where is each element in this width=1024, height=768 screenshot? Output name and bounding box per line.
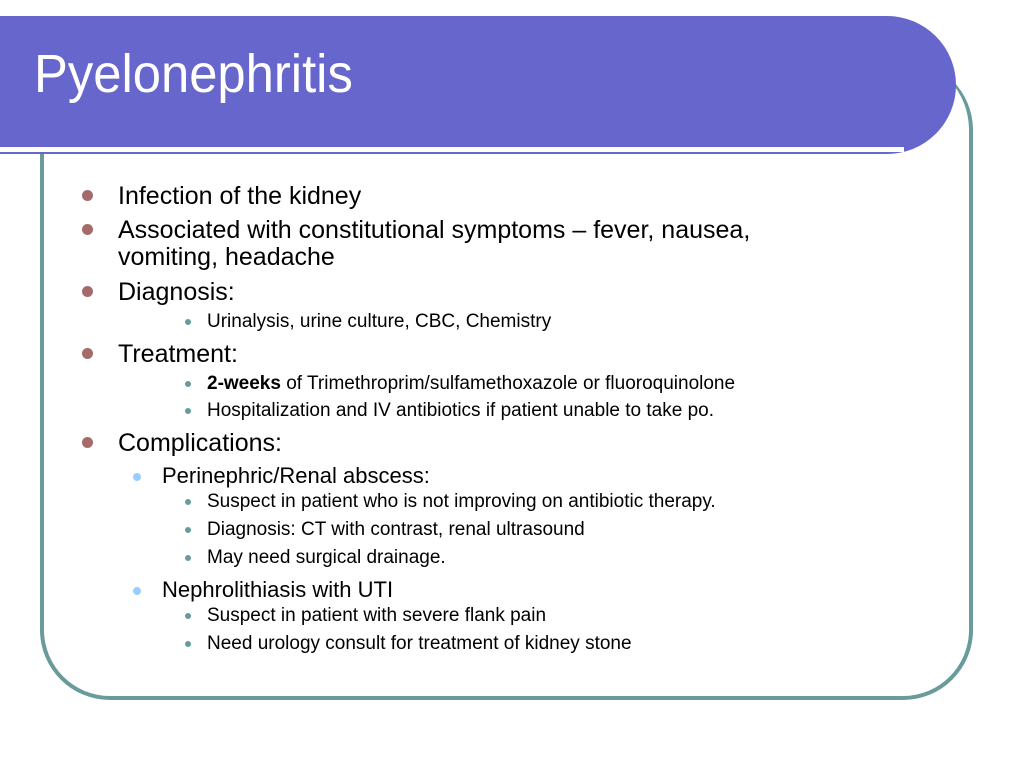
bullet-dot-icon bbox=[133, 473, 141, 481]
bullet-symptoms-line1: Associated with constitutional symptoms – fever, nausea, bbox=[118, 216, 751, 244]
bullet-dot-icon bbox=[82, 348, 93, 359]
bullet-dot-icon bbox=[185, 527, 191, 533]
abscess-diagnosis: Diagnosis: CT with contrast, renal ultrasound bbox=[207, 519, 585, 540]
nephrolithiasis-consult: Need urology consult for treatment of kidney stone bbox=[207, 633, 632, 654]
bullet-treatment: Treatment: bbox=[118, 340, 238, 368]
abscess-suspect: Suspect in patient who is not improving on antibiotic therapy. bbox=[207, 491, 716, 512]
bullet-dot-icon bbox=[82, 190, 93, 201]
bullet-diagnosis: Diagnosis: bbox=[118, 278, 235, 306]
bullet-complications: Complications: bbox=[118, 429, 282, 457]
treatment-drugs: of Trimethroprim/sulfamethoxazole or fluoroquinolone bbox=[280, 373, 736, 394]
bullet-dot-icon bbox=[185, 408, 191, 414]
bullet-dot-icon bbox=[133, 587, 141, 595]
title-underline bbox=[0, 147, 904, 152]
bullet-dot-icon bbox=[185, 381, 191, 387]
bullet-dot-icon bbox=[82, 224, 93, 235]
bullet-dot-icon bbox=[185, 613, 191, 619]
treatment-hospitalization: Hospitalization and IV antibiotics if patient unable to take po. bbox=[207, 400, 714, 421]
diagnosis-tests: Urinalysis, urine culture, CBC, Chemistry bbox=[207, 311, 552, 332]
nephrolithiasis-suspect: Suspect in patient with severe flank pain bbox=[207, 605, 547, 626]
complication-abscess: Perinephric/Renal abscess: bbox=[162, 463, 430, 488]
bullet-dot-icon bbox=[82, 286, 93, 297]
complication-nephrolithiasis: Nephrolithiasis with UTI bbox=[162, 577, 394, 602]
bullet-symptoms-line2: vomiting, headache bbox=[118, 243, 335, 271]
treatment-duration: 2-weeks bbox=[207, 373, 281, 394]
bullet-dot-icon bbox=[185, 555, 191, 561]
bullet-dot-icon bbox=[185, 499, 191, 505]
bullet-dot-icon bbox=[185, 319, 191, 325]
bullet-dot-icon bbox=[185, 641, 191, 647]
abscess-drainage: May need surgical drainage. bbox=[207, 547, 446, 568]
treatment-antibiotics bbox=[207, 373, 735, 395]
slide-title: Pyelonephritis bbox=[34, 44, 353, 104]
bullet-dot-icon bbox=[82, 437, 93, 448]
bullet-infection: Infection of the kidney bbox=[118, 182, 362, 210]
